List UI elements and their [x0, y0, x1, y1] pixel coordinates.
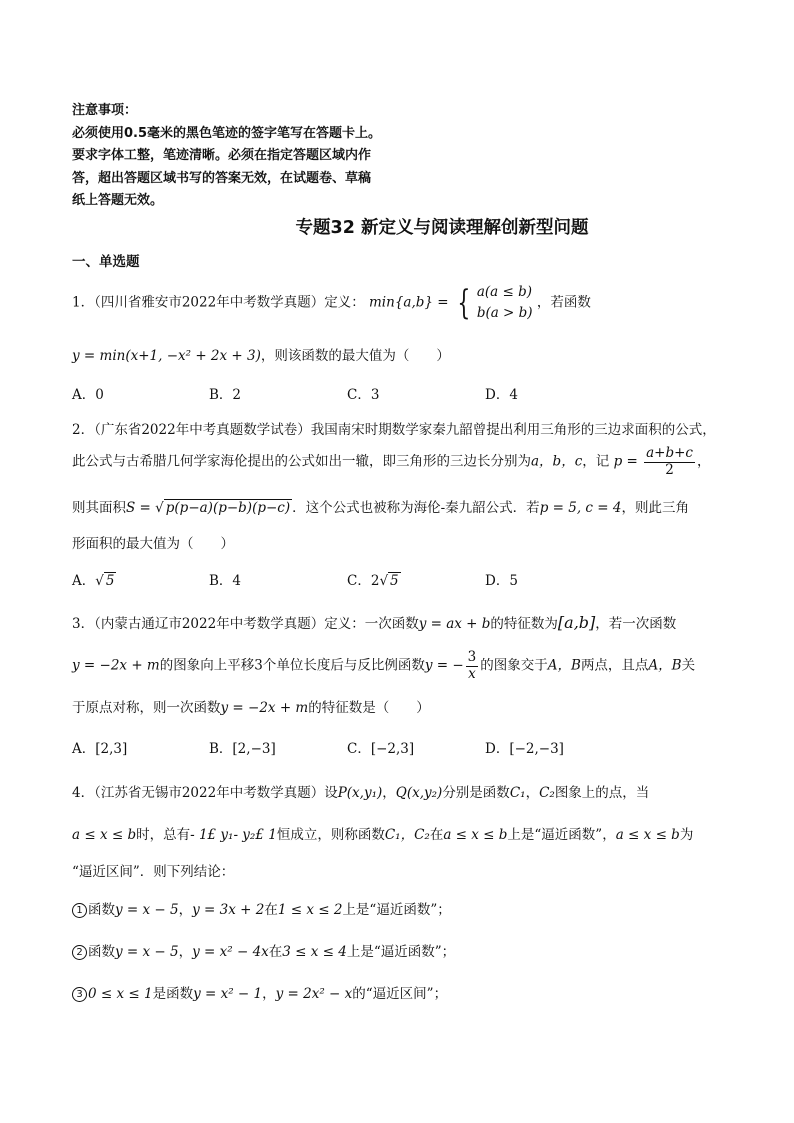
q4-line3: “逼近区间”．则下列结论：: [72, 864, 235, 880]
q4-text: 图象上的点，当: [554, 785, 650, 801]
page-title: 专题32 新定义与阅读理解创新型问题: [295, 218, 589, 238]
notice-block: [72, 100, 381, 213]
q4-point-q: Q(x,y₂): [395, 785, 443, 801]
q4-item-math: 1 ≤ x ≤ 2: [277, 902, 343, 918]
q3-linear-m: y = −2x + m: [220, 700, 309, 716]
q1-line1: [72, 282, 591, 324]
q4-item-math: 3 ≤ x ≤ 4: [282, 944, 347, 960]
q4-item-math: y = x − 5: [115, 902, 179, 918]
q3-linear-m: y = −2x + m: [72, 657, 160, 674]
section-heading: 一、单选题: [72, 254, 140, 270]
q1-case2: b(a > b): [476, 305, 533, 321]
q2-option-c: [347, 569, 401, 589]
circled-number-icon: 1: [72, 903, 87, 918]
q4-item-text: 函数: [88, 944, 115, 960]
q4-text: 为: [679, 827, 694, 843]
q3-text: 于原点对称，则一次函数: [72, 700, 221, 716]
q4-interval: a ≤ x ≤ b: [615, 827, 680, 843]
q3-linear: y = ax + b: [418, 616, 491, 632]
notice-heading: 注意事项：: [72, 103, 138, 118]
q1-option-b: B．2: [209, 387, 242, 403]
q1-case1: a(a ≤ b): [476, 284, 532, 300]
q4-item-text: 的“逼近区间”；: [352, 986, 448, 1002]
q3-option-a: A．[2,3]: [72, 741, 128, 757]
q4-item-math: 0 ≤ x ≤ 1: [88, 986, 153, 1002]
q1-function: y = min(x+1, −x² + 2x + 3): [72, 348, 261, 364]
notice-line: 要求字体工整，笔迹清晰。必须在指定答题区域内作: [72, 148, 372, 163]
q2-line2: 此公式与古希腊几何学家海伦提出的公式如出一辙，即三角形的三边长分别为a，b，c，记 p = $\frac{a+b+c}{2}$ ，: [72, 445, 711, 478]
q2-s-radicand: p(p−a)(p−b)(p−c): [165, 500, 291, 516]
q4-text: 上是“逼近函数”，: [507, 827, 616, 843]
q4-text: 4．（江苏省无锡市2022年中考数学真题）设: [72, 785, 338, 801]
q3-text: 的特征数为: [490, 616, 558, 632]
circled-number-icon: 2: [72, 945, 87, 960]
q3-text: 两点，且点: [580, 657, 649, 674]
q1-question: ，则该函数的最大值为（ ）: [260, 348, 450, 364]
q4-point-p: P(x,y₁): [337, 785, 383, 801]
q2-option-a: [72, 569, 116, 589]
q2-p-fraction: [644, 446, 695, 478]
q1-text: 1．（四川省雅安市2022年中考数学真题）定义：: [72, 294, 365, 311]
q4-c2: C₂: [539, 785, 555, 801]
q3-text: 的特征数是（ ）: [308, 700, 430, 716]
q2-p-den: 2: [665, 461, 674, 478]
q1-cases: [477, 282, 533, 324]
q1-option-c: C．3: [347, 387, 380, 403]
q4-inequality: - 1£ y₁- y₂£ 1: [190, 827, 277, 843]
q2-option-label: A．: [72, 573, 96, 589]
q4-item1: 1 函数y = x − 5，y = 3x + 2在1 ≤ x ≤ 2上是“逼近函数”；: [72, 898, 451, 918]
q4-c1: C₁: [509, 785, 526, 801]
q2-option-coef: 2: [370, 573, 380, 589]
q4-item-math: y = 2x² − x: [275, 986, 353, 1002]
q2-line4: 形面积的最大值为（ ）: [72, 536, 234, 552]
q3-option-c: C．[−2,3]: [347, 741, 415, 757]
q2-given: p = 5, c = 4: [539, 500, 622, 516]
q4-line1: 4．（江苏省无锡市2022年中考数学真题）设P(x,y₁)，Q(x,y₂)分别是函数C₁，C₂图象上的点，当: [72, 785, 650, 801]
sqrt-icon: √: [95, 573, 104, 589]
q2-text: ，记: [582, 453, 610, 470]
q1-def-lhs: min{a,b} =: [369, 294, 449, 311]
q4-item-text: 函数: [88, 902, 115, 918]
q1-text-b: ，若函数: [536, 294, 591, 311]
q4-item-math: y = x² − 4x: [192, 944, 269, 960]
q2-sides: a，b，c: [531, 453, 583, 470]
q3-points: A，B: [547, 657, 581, 674]
q3-line2: [72, 650, 695, 682]
q2-text: ．这个公式也被称为海伦-秦九韶公式．若: [292, 500, 540, 516]
q3-frac-den: x: [468, 665, 476, 682]
q3-feature: [a,b]: [557, 613, 596, 632]
q3-line1: [72, 612, 676, 632]
circled-number-icon: 3: [72, 987, 87, 1002]
q2-option-radicand: 5: [105, 573, 115, 589]
q4-functions: C₁，C₂: [384, 827, 430, 843]
q2-p-num: a+b+c: [646, 445, 693, 461]
left-brace-icon: {: [457, 283, 471, 323]
q4-item-text: 是函数: [152, 986, 194, 1002]
sqrt-icon: √: [379, 573, 389, 589]
q1-option-a: A．0: [72, 387, 104, 403]
q2-option-b: B．4: [209, 573, 242, 589]
q4-interval: a ≤ x ≤ b: [443, 827, 508, 843]
q2-option-d: D．5: [485, 573, 518, 589]
q2-p-lhs: p =: [613, 453, 638, 470]
notice-line: 答，超出答题区域书写的答案无效，在试题卷、草稿: [72, 170, 372, 186]
q3-option-b: B．[2,−3]: [209, 741, 276, 757]
q4-text: 恒成立，则称函数: [276, 827, 385, 843]
q2-text: 则其面积: [72, 500, 126, 516]
q3-frac-num: 3: [467, 649, 477, 665]
q4-item-text: 上是“逼近函数”；: [342, 902, 451, 918]
q3-text: 的图象交于: [480, 657, 548, 674]
q3-text: 关: [681, 657, 696, 674]
q3-inverse-lhs: y = −: [424, 657, 464, 674]
q3-points: A，B: [648, 657, 682, 674]
notice-line: 纸上答题无效。: [72, 193, 164, 208]
q2-text: ，则此三角: [621, 500, 689, 516]
q4-item3: 3 0 ≤ x ≤ 1是函数y = x² − 1，y = 2x² − x的“逼近区间”；: [72, 982, 447, 1002]
q4-interval: a ≤ x ≤ b: [72, 827, 137, 843]
q2-line1: 2．（广东省2022年中考真题数学试卷）我国南宋时期数学家秦九韶曾提出利用三角形的三边求面积的公式，: [72, 422, 716, 438]
q4-item-text: 在: [264, 902, 278, 918]
q4-item-text: 在: [268, 944, 283, 960]
q4-item-math: y = 3x + 2: [192, 902, 265, 918]
q1-option-d: D．4: [485, 387, 518, 403]
q4-item-text: 上是“逼近函数”；: [346, 944, 456, 960]
q4-text: 分别是函数: [442, 785, 510, 801]
q3-line3: [72, 696, 430, 716]
q3-inverse-fraction: [466, 650, 479, 682]
q4-text: 在: [429, 827, 444, 843]
q4-item-math: y = x² − 1: [193, 986, 263, 1002]
q2-s-lhs: S =: [126, 500, 151, 516]
q3-text: ，若一次函数: [595, 616, 677, 632]
q3-text: 3．（内蒙古通辽市2022年中考数学真题）定义：一次函数: [72, 616, 419, 632]
q2-option-label: C．: [347, 573, 371, 589]
q1-line2: [72, 344, 450, 364]
q2-option-radicand: 5: [390, 573, 399, 589]
notice-line: 必须使用0.5毫米的黑色笔迹的签字笔写在答题卡上。: [72, 125, 382, 141]
q2-text: 此公式与古希腊几何学家海伦提出的公式如出一辙，即三角形的三边长分别为: [72, 453, 531, 470]
q4-text: 时，总有: [136, 827, 191, 843]
q3-text: 的图象向上平移3个单位长度后与反比例函数: [159, 657, 425, 674]
q4-item-math: y = x − 5: [115, 944, 179, 960]
q4-item2: 2 函数y = x − 5，y = x² − 4x在3 ≤ x ≤ 4上是“逼近函数”；: [72, 940, 455, 960]
sqrt-icon: √: [155, 500, 164, 516]
q2-line3: [72, 496, 689, 516]
q4-line2: [72, 823, 693, 843]
q3-option-d: D．[−2,−3]: [485, 741, 564, 757]
